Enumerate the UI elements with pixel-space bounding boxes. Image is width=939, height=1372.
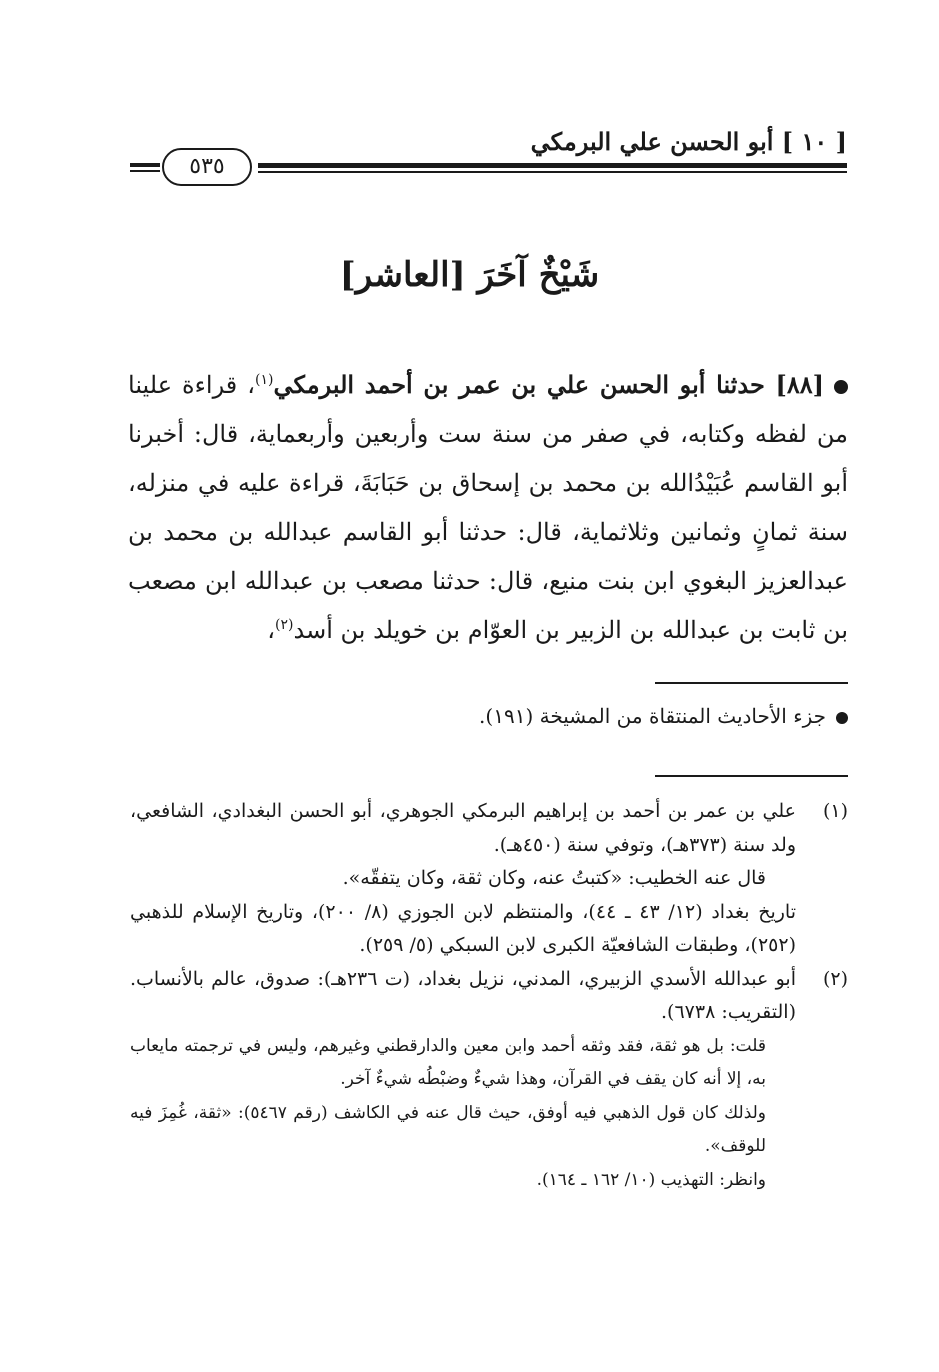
hadith-paragraph — [128, 360, 848, 655]
footnote-1 — [130, 795, 848, 963]
chapter-title: شَيْخٌ آخَرَ [العاشر] — [339, 255, 600, 295]
footnote-line: قال عنه الخطيب: «كتبتُ عنه، وكان ثقة، وكان يتفقّه». — [342, 867, 766, 889]
footnote-line: علي بن عمر بن أحمد بن إبراهيم البرمكي الجوهري، أبو الحسن البغدادي، الشافعي، ولد سنة (٣٧٣هـ)، وتوفي سنة (٤٥٠هـ). — [130, 800, 796, 856]
header-rule-left — [130, 163, 160, 167]
footnotes — [130, 795, 848, 1197]
footnote-separator — [655, 775, 848, 777]
footnote-number: (٢) — [822, 967, 848, 990]
bullet-icon — [836, 712, 848, 724]
header-rule-left-thin — [130, 170, 160, 172]
footnote-line: وانظر: التهذيب (١٠/ ١٦٢ ـ ١٦٤). — [536, 1169, 766, 1190]
header-rule-thin — [258, 171, 847, 173]
separator-rule — [655, 682, 848, 684]
footnote-line: ولذلك كان قول الذهبي فيه أوفق، حيث قال عنه في الكاشف (رقم ٥٤٦٧): «ثقة، غُمِزَ فيه للوقف». — [130, 1102, 767, 1156]
hadith-text — [128, 360, 848, 655]
running-header: [ ١٠ ] أبو الحسن علي البرمكي — [530, 127, 847, 156]
footnote-ref-1[interactable]: (١) — [255, 372, 274, 388]
source-note — [128, 697, 848, 735]
header-rule-thick — [258, 163, 847, 168]
hadith-chain: ، قراءة علينا من لفظه وكتابه، في صفر من سنة ست وأربعين وأربعماية، قال: أخبرنا أبو القاسم عُبَيْدُالله بن محمد بن إسحاق بن حَبَابَةَ، قراءة عليه في منزله، سنة ثمانٍ وثمانين وثلاثماية، قال: حدثنا أبو القاسم عبدالله بن محمد بن عبدالعزيز البغوي ابن بنت منيع، قال: حدثنا مصعب بن عبدالله ابن مصعب بن ثابت بن عبدالله بن الزبير بن العوّام بن خويلد بن أسد — [128, 371, 848, 644]
footnote-line: تاريخ بغداد (١٢/ ٤٣ ـ ٤٤)، والمنتظم لابن الجوزي (٨/ ٢٠٠)، وتاريخ الإسلام للذهبي (٢٥٢)، وطبقات الشافعيّة الكبرى لابن السبكي (٥/ ٢٥٩). — [130, 900, 797, 956]
hadith-end: ، — [267, 616, 276, 644]
footnote-ref-2[interactable]: (٢) — [275, 617, 294, 633]
page-number: ٥٣٥ — [162, 148, 252, 186]
footnote-line: قلت: بل هو ثقة، فقد وثقه أحمد وابن معين والدارقطني وغيرهم، وليس في ترجمته مايعاب به، إلا أنه كان يقف في القرآن، وهذا شيءٌ وضبْطُه شيءٌ آخر. — [130, 1035, 766, 1089]
footnote-body — [130, 795, 796, 963]
source-note-text: جزء الأحاديث المنتقاة من المشيخة (١٩١). — [479, 704, 826, 728]
footnote-line: أبو عبدالله الأسدي الزبيري، المدني، نزيل بغداد، (ت ٢٣٦هـ): صدوق، عالم بالأنساب. (التقريب: ٦٧٣٨). — [130, 967, 796, 1023]
footnote-2 — [130, 963, 848, 1198]
footnote-body — [130, 963, 796, 1198]
footnote-number: (١) — [822, 800, 848, 822]
hadith-opening: [٨٨] حدثنا أبو الحسن علي بن عمر بن أحمد البرمكي — [273, 370, 824, 399]
bullet-icon — [834, 380, 848, 394]
